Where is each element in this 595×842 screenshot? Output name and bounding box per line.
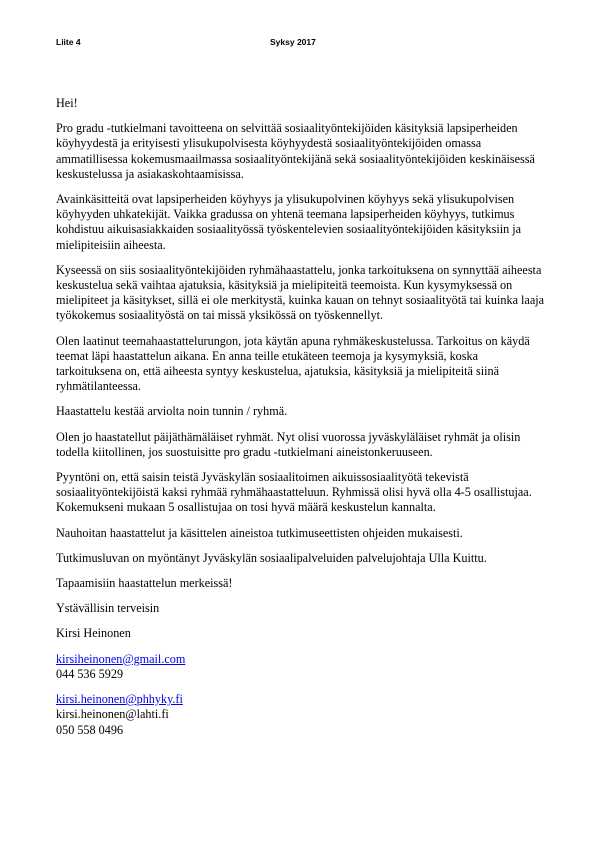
paragraph-permission: Tutkimusluvan on myöntänyt Jyväskylän sosiaalipalveluiden palvelujohtaja Ulla Kuittu.: [56, 550, 487, 565]
email-link-gmail[interactable]: kirsiheinonen@gmail.com: [56, 651, 186, 666]
paragraph-closing: Tapaamisiin haastattelun merkeissä!: [56, 576, 233, 591]
paragraph-key-concepts: Avainkäsitteitä ovat lapsiperheiden köyhyys ja ylisukupolvinen köyhyys sekä ylisukupolvisen köyhyyden uhkatekijät. Vaikka gradussa on yhtenä teemana lapsiperheiden köyhyys, tutkimus kohdistuu aikuisasiakkaiden sosiaalityössä työskentelevien sosiaalityöntekijöiden käsityksiin ja mielipiteisiin aiheesta.: [56, 192, 522, 252]
paragraph-purpose: Pro gradu -tutkielmani tavoitteena on selvittää sosiaalityöntekijöiden käsityksiä lapsiperheiden köyhyydestä ja erityisesti ylisukupolvisesta köyhyydestä sosiaalityöntekijöiden omassa ammatillisessa kokemusmaailmassa sosiaalityöntekijänä sekä sosiaalityöntekijöiden keskinäisessä keskustelussa ja asiakaskohtaamisissa.: [56, 121, 535, 181]
greeting: Hei!: [56, 96, 78, 110]
signoff: Ystävällisin terveisin: [56, 601, 160, 616]
signature-name: Kirsi Heinonen: [56, 626, 131, 641]
phone-personal: 044 536 5929: [56, 666, 124, 681]
letter-body: [56, 96, 546, 738]
paragraph-groups: Olen jo haastatellut päijäthämäläiset ryhmät. Nyt olisi vuorossa jyväskyläläiset ryhmät ja olisin todella kiitollinen, jos suostuisitte pro gradu -tutkielmani aineistonkeruuseen.: [56, 429, 521, 459]
paragraph-recording: Nauhoitan haastattelut ja käsittelen aineistoa tutkimuseettisten ohjeiden mukaisesti.: [56, 525, 463, 540]
paragraph-request: Pyyntöni on, että saisin teistä Jyväskylän sosiaalitoimen aikuissosiaalityötä tekevistä sosiaalityöntekijöistä kaksi ryhmää ryhmähaastatteluun. Ryhmissä olisi hyvä olla 4-5 osallistujaa. Kokemukseni mukaan 5 osallistujaa on tosi hyvä määrä keskustelun kannalta.: [56, 470, 532, 515]
header-semester-label: Syksy 2017: [270, 37, 316, 47]
email-link-work[interactable]: kirsi.heinonen@phhyky.fi: [56, 692, 183, 707]
contact-block-work: [56, 692, 546, 738]
phone-work: 050 558 0496: [56, 722, 124, 737]
paragraph-interview-frame: Olen laatinut teemahaastattelurungon, jota käytän apuna ryhmäkeskustelussa. Tarkoitus on käydä teemat läpi haastattelun aikana. En anna teille etukäteen teemoja ja kysymyksiä, koska tarkoituksena on, että aiheesta syntyy keskustelua, ajatuksia, käsityksiä ja mielipiteitä siinä ryhmätilanteessa.: [56, 333, 530, 394]
paragraph-duration: Haastattelu kestää arviolta noin tunnin / ryhmä.: [56, 404, 288, 419]
contact-block-personal: [56, 652, 546, 682]
email-work-plain: kirsi.heinonen@lahti.fi: [56, 707, 169, 722]
paragraph-group-interview: Kyseessä on siis sosiaalityöntekijöiden ryhmähaastattelu, jonka tarkoituksena on synnyttää aiheesta keskustelua sekä vaihtaa ajatuksia, käsityksiä ja mielipiteitä teemoista. Kun kysymyksessä on mielipiteet ja käsitykset, sillä ei ole merkitystä, kuinka kauan on tehnyt sosiaalityötä tai kuinka laaja työkokemus sosiaalityöstä on tai missä yksikössä on työskennellyt.: [56, 262, 545, 323]
header-attachment-label: Liite 4: [56, 37, 81, 47]
